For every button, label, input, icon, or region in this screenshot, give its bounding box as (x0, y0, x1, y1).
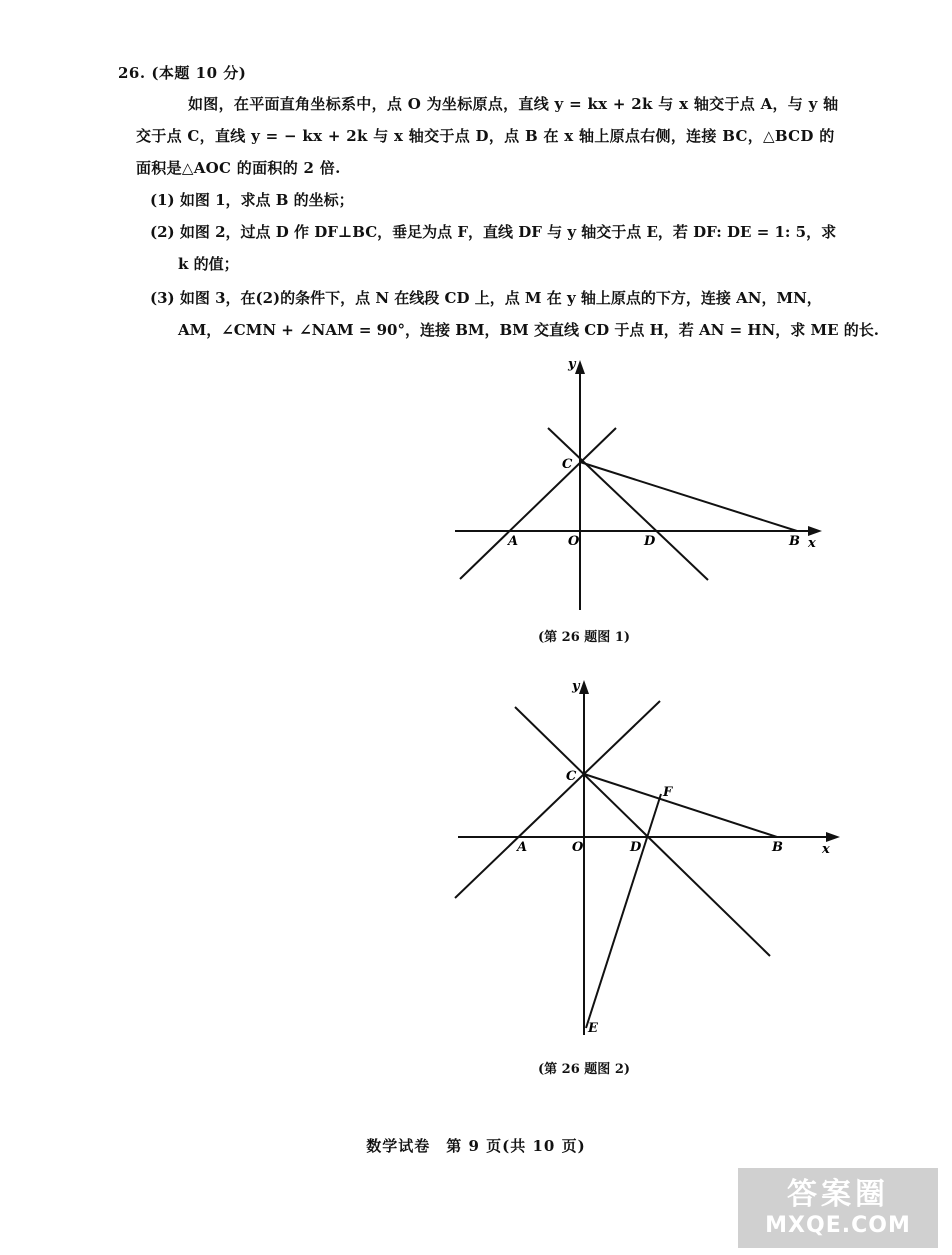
label-e: E (588, 1021, 598, 1036)
label-a: A (508, 534, 519, 549)
statement-line-2: 交于点 C，直线 y = − kx + 2k 与 x 轴交于点 D，点 B 在 x 轴上原点右侧，连接 BC，△BCD 的 (136, 127, 835, 145)
question-1 (150, 184, 354, 216)
line-ac (460, 428, 616, 579)
page-footer: 数学试卷 第 9 页(共 10 页) (366, 1137, 586, 1155)
label-c: C (562, 457, 573, 472)
line-ac (455, 701, 660, 898)
label-a: A (517, 840, 528, 855)
question-3 (150, 282, 879, 346)
line-cd (515, 707, 770, 956)
figure-2-diagram (440, 670, 850, 1050)
label-o: O (572, 840, 584, 855)
problem-statement (136, 88, 839, 184)
y-axis-arrow (579, 680, 589, 694)
question-2-line-1: (2) 如图 2，过点 D 作 DF⊥BC，垂足为点 F，直线 DF 与 y 轴交于点 E，若 DF: DE = 1: 5，求 (150, 223, 837, 241)
x-axis-arrow (826, 832, 840, 842)
label-b: B (789, 534, 800, 549)
question-3-line-2: AM，∠CMN + ∠NAM = 90°，连接 BM，BM 交直线 CD 于点 H，若 AN = HN，求 ME 的长. (178, 321, 879, 339)
line-ef (586, 794, 661, 1028)
label-y: y (572, 679, 580, 694)
watermark-title: 答案圈 (787, 1177, 889, 1212)
watermark-domain: MXQE.COM (765, 1213, 911, 1238)
label-c: C (566, 769, 577, 784)
question-1-text: (1) 如图 1，求点 B 的坐标； (150, 191, 354, 209)
label-o: O (568, 534, 580, 549)
site-watermark (738, 1168, 938, 1248)
question-2-line-2: k 的值； (178, 255, 239, 273)
y-axis-arrow (575, 360, 585, 374)
line-cd (548, 428, 708, 580)
figure-1-caption: (第 26 题图 1) (538, 630, 631, 645)
question-2 (150, 216, 836, 280)
x-axis-arrow (808, 526, 822, 536)
label-d: D (644, 534, 656, 549)
label-b: B (772, 840, 783, 855)
label-x: x (808, 536, 816, 551)
figure-1-diagram (440, 350, 840, 610)
label-y: y (568, 357, 576, 372)
label-x: x (822, 842, 830, 857)
statement-line-1: 如图，在平面直角坐标系中，点 O 为坐标原点，直线 y = kx + 2k 与 x 轴交于点 A，与 y 轴 (188, 95, 839, 113)
label-d: D (630, 840, 642, 855)
segment-bc (584, 774, 777, 837)
figure-2 (440, 670, 850, 1050)
figure-1 (440, 350, 840, 610)
figure-2-caption: (第 26 题图 2) (538, 1062, 631, 1077)
label-f: F (663, 785, 673, 800)
problem-number: 26. (本题 10 分) (118, 64, 247, 82)
segment-bc (580, 462, 797, 531)
question-3-line-1: (3) 如图 3，在(2)的条件下，点 N 在线段 CD 上，点 M 在 y 轴上原点的下方，连接 AN，MN， (150, 289, 822, 307)
statement-line-3: 面积是△AOC 的面积的 2 倍. (136, 159, 341, 177)
